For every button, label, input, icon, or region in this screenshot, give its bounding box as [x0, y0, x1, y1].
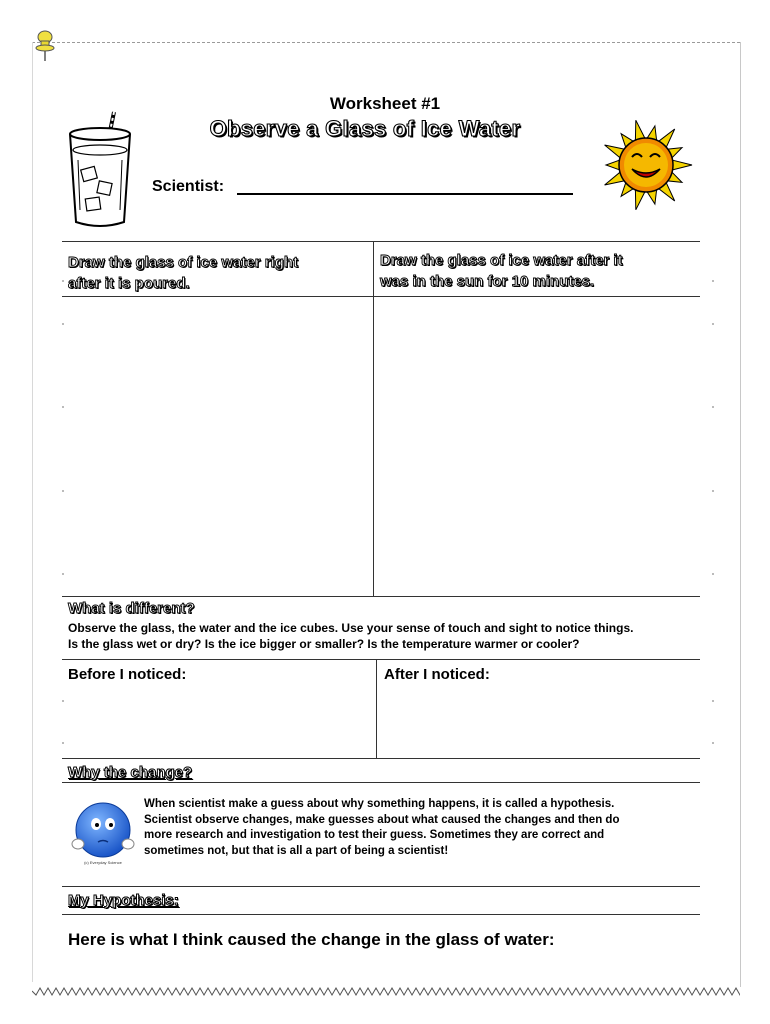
sun-ray [606, 160, 619, 170]
right-drawing-heading [380, 250, 700, 292]
hypothesis-heading: My Hypothesis: [68, 892, 179, 909]
scientist-name-line[interactable] [237, 193, 573, 195]
scientist-label: Scientist: [152, 178, 225, 195]
margin-dot [62, 280, 64, 282]
observation-divider [376, 659, 377, 759]
left-drawing-area[interactable] [64, 300, 370, 594]
observation-top-rule [62, 659, 700, 660]
sun-ray [673, 160, 692, 170]
after-label: After I noticed: [384, 666, 490, 683]
left-drawing-heading [68, 252, 368, 294]
page-top-edge [32, 42, 740, 43]
explanation-line2: Scientist observe changes, make guesses about what caused the changes and then do [144, 813, 620, 826]
margin-dot [62, 573, 64, 575]
hypothesis-bottom-rule [62, 914, 700, 915]
margin-dot [62, 700, 64, 702]
drawing-divider [373, 241, 374, 597]
page-left-edge [32, 42, 33, 982]
margin-dot [62, 406, 64, 408]
difference-instructions [68, 620, 708, 652]
observation-bottom-rule [62, 758, 700, 759]
hypothesis-explanation [144, 797, 704, 859]
right-drawing-area[interactable] [377, 300, 699, 594]
smiling-sun-icon [592, 115, 700, 215]
thinking-face-icon [66, 800, 140, 866]
hypothesis-prompt: Here is what I think caused the change in the glass of water: [68, 930, 555, 949]
margin-dot [712, 742, 714, 744]
sun-ray [635, 190, 644, 210]
change-rule [62, 782, 700, 783]
margin-dot [62, 323, 64, 325]
pushpin-icon [32, 28, 58, 62]
after-observation-area[interactable] [380, 686, 698, 756]
hypothesis-answer-area[interactable] [64, 955, 700, 981]
right-drawing-heading-line1: Draw the glass of ice water after it [380, 252, 623, 269]
margin-dot [62, 490, 64, 492]
sun-ray [635, 120, 644, 140]
margin-dot [712, 490, 714, 492]
difference-heading: What is different? [68, 600, 195, 617]
explanation-line1: When scientist make a guess about why something happens, it is called a hypothesis. [144, 798, 615, 810]
margin-dot [712, 573, 714, 575]
explanation-line3: more research and investigation to test their guess. Sometimes they are correct and [144, 829, 605, 841]
emoji-caption: (c) Everyday Science [84, 860, 122, 865]
explanation-line4: sometimes not, but that is all a part of being a scientist! [144, 844, 449, 857]
left-drawing-heading-line1: Draw the glass of ice water right [68, 254, 299, 271]
difference-instructions-line2: Is the glass wet or dry? Is the ice bigger or smaller? Is the temperature warmer or cooler? [68, 637, 580, 651]
drawing-section-bottom-rule [62, 596, 700, 597]
drawing-heading-bottom-rule [62, 296, 700, 297]
before-label: Before I noticed: [68, 666, 187, 683]
ice-water-glass-icon [66, 110, 136, 230]
margin-dot [712, 700, 714, 702]
worksheet-number: Worksheet #1 [329, 94, 441, 113]
page-right-edge [740, 42, 741, 987]
left-drawing-heading-line2: after it is poured. [68, 275, 190, 292]
worksheet-title: Observe a Glass of Ice Water [209, 116, 521, 141]
margin-dot [712, 406, 714, 408]
right-drawing-heading-line2: was in the sun for 10 minutes. [380, 273, 595, 290]
change-heading: Why the change? [68, 764, 193, 781]
drawing-section-top-rule [62, 241, 700, 242]
margin-dot [62, 742, 64, 744]
before-observation-area[interactable] [64, 686, 374, 756]
torn-bottom-edge [32, 984, 740, 998]
margin-dot [712, 280, 714, 282]
hypothesis-top-rule [62, 886, 700, 887]
difference-instructions-line1: Observe the glass, the water and the ice cubes. Use your sense of touch and sight to notice things. [68, 621, 634, 635]
margin-dot [712, 323, 714, 325]
